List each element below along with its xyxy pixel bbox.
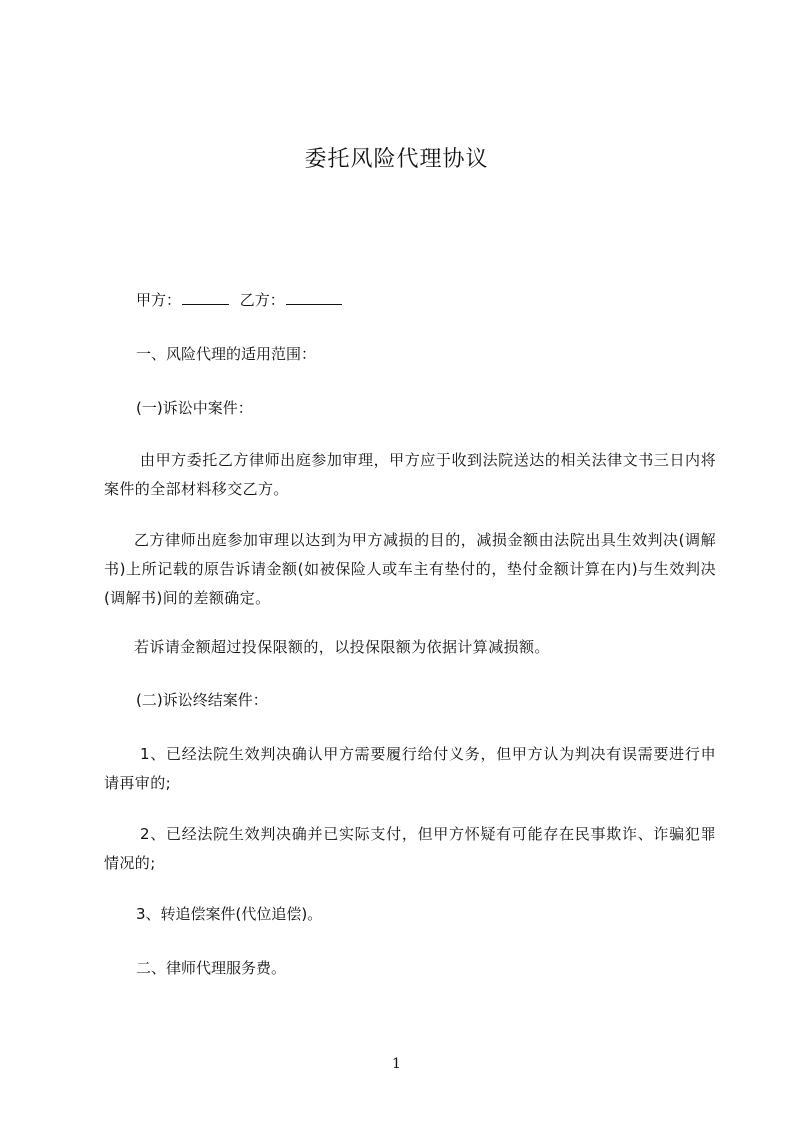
- party-a-label: 甲方：: [136, 291, 182, 309]
- subsection-two-heading: (二)诉讼终结案件：: [136, 691, 268, 709]
- list-item-1: 1、已经法院生效判决确认甲方需要履行给付义务，但甲方认为判决有误需要进行申请再审的;: [104, 745, 716, 792]
- paragraph-3: 若诉请金额超过投保限额的，以投保限额为依据计算减损额。: [134, 638, 550, 656]
- list-item-3: 3、转追偿案件(代位追偿)。: [136, 905, 323, 923]
- party-b-label: 乙方：: [239, 291, 285, 309]
- paragraph-2: 乙方律师出庭参加审理以达到为甲方减损的目的，减损金额由法院出具生效判决(调解书)上所记载的原告诉请金额(如被保险人或车主有垫付的，垫付金额计算在内)与生效判决(调解书)间的差额确定。: [104, 531, 716, 607]
- section-two-heading: 二、律师代理服务费。: [136, 959, 287, 977]
- document-title: 委托风险代理协议: [304, 147, 489, 172]
- party-b-blank: [286, 290, 342, 305]
- party-a-blank: [182, 290, 229, 305]
- paragraph-1: 由甲方委托乙方律师出庭参加审理，甲方应于收到法院送达的相关法律文书三日内将案件的全部材料移交乙方。: [104, 451, 716, 498]
- subsection-one-heading: (一)诉讼中案件：: [136, 399, 253, 417]
- list-item-2: 2、已经法院生效判决确并已实际支付，但甲方怀疑有可能存在民事欺诈、诈骗犯罪情况的;: [104, 825, 716, 872]
- section-one-heading: 一、风险代理的适用范围：: [136, 345, 317, 363]
- parties-line: [104, 286, 746, 315]
- page-number: 1: [392, 1056, 401, 1072]
